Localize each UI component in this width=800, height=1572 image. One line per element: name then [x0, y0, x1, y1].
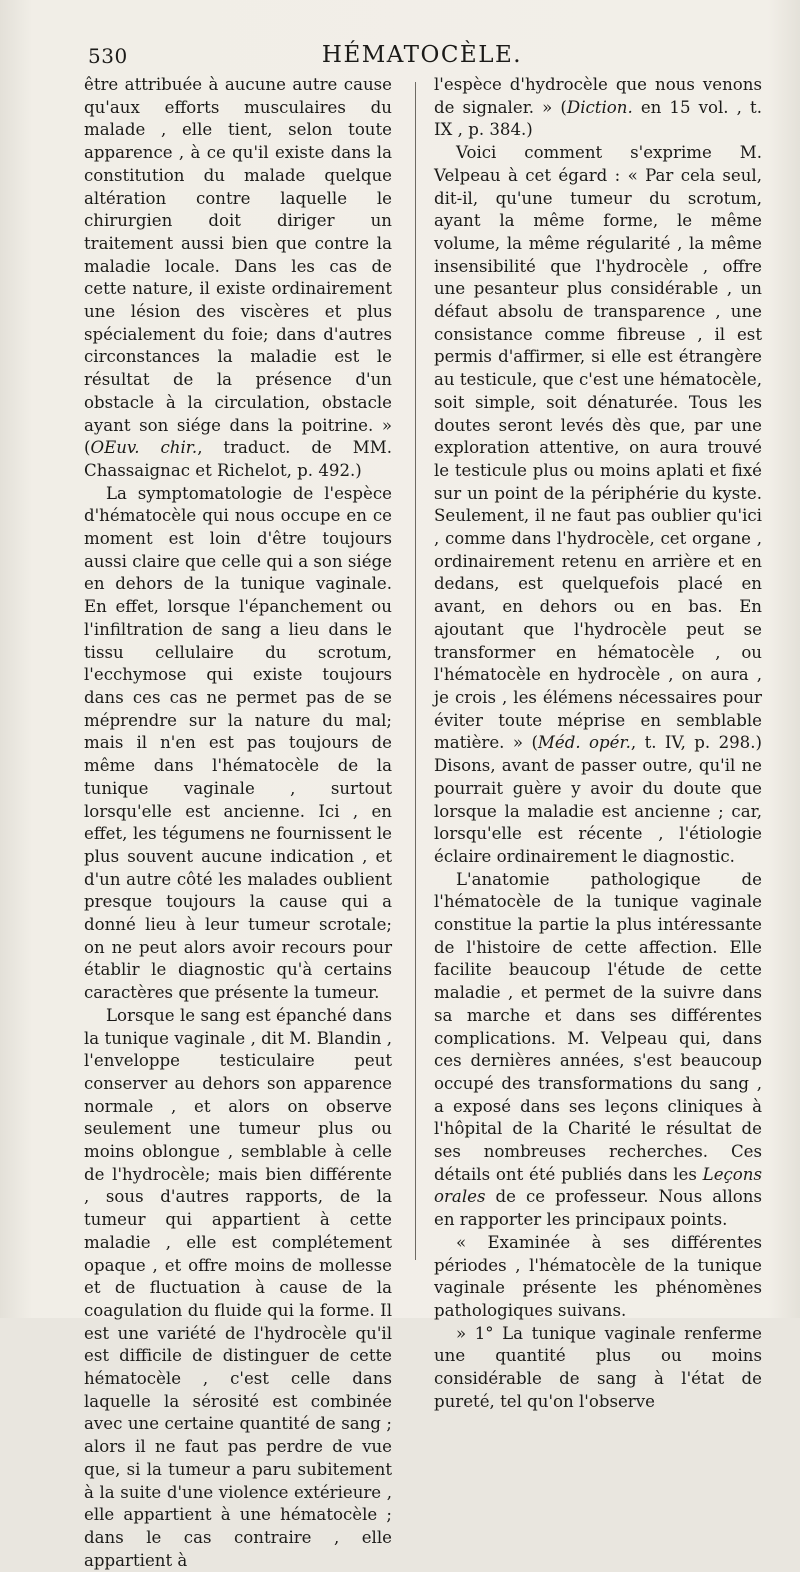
text-run: l'espèce d'hydrocèle que nous venons de signaler. » (	[434, 75, 762, 117]
text-run: Lorsque le sang est épanché dans la tunique vaginale , dit M. Blandin , l'enveloppe testiculaire peut conserver au dehors son apparence normale , et alors on observe seulement une tumeur plus ou moins oblongue , semblable à celle de l'hydrocèle; mais bien différente , sous d'autres rapports, de la tumeur qui appartient à cette maladie , elle est complétement opaque , et offre moins de mollesse et de fluctuation à cause de la coagulation du fluide qui la forme. Il est une variété de l'hydrocèle qu'il est difficile de distinguer de cette hématocèle , c'est celle dans laquelle la sérosité est combinée avec une certaine quantité de sang ; alors il ne faut pas perdre de vue que, si la tumeur a paru subitement à la suite d'une violence extérieure , elle appartient à une hématocèle ; dans le cas contraire , elle appartient à	[84, 1005, 392, 1570]
italic-citation: Diction.	[566, 97, 633, 117]
italic-citation: Leçons orales	[434, 1164, 762, 1207]
text-run: Voici comment s'exprime M. Velpeau à cet égard : « Par cela seul, dit-il, qu'une tumeur du scrotum, ayant la même forme, le même volume, la même régularité , la même insensibilité que l'hydrocèle , offre une pesanteur plus considérable , un défaut absolu de transparence , une consistance comme fibreuse , il est permis d'affirmer, si elle est étrangère au testicule, que c'est une hématocèle, soit simple, soit dénaturée. Tous les doutes seront levés dès que, par une exploration attentive, on aura trouvé le testicule plus ou moins aplati et fixé sur un point de la périphérie du kyste. Seulement, il ne faut pas oublier qu'ici , comme dans l'hydrocèle, cet organe , ordinairement retenu en arrière et en dedans, est quelquefois placé en avant, en dehors ou en bas. En ajoutant que l'hydrocèle peut se transformer en hématocèle , ou l'hématocèle en hydrocèle , on aura , je crois , les élémens nécessaires pour éviter toute méprise en semblable matière. » (	[434, 143, 762, 753]
text-run: » 1° La tunique vaginale renferme une quantité plus ou moins considérable de sang à l'état de pureté, tel qu'on l'observe	[434, 1323, 762, 1411]
paragraph	[84, 1005, 392, 1572]
text-run: L'anatomie pathologique de l'hématocèle de la tunique vaginale constitue la partie la plus intéressante de l'histoire de cette affection. Elle facilite beaucoup l'étude de cette maladie , et permet de la suivre dans sa marche et dans ses différentes complications. M. Velpeau qui, dans ces dernières années, s'est beaucoup occupé des transformations du sang , a exposé dans ses leçons cliniques à l'hôpital de la Charité le résultat de ses nombreuses recherches. Ces détails ont été publiés dans les	[434, 869, 762, 1184]
text-run: , t. IV, p. 298.) Disons, avant de passer outre, qu'il ne pourrait guère y avoir du doute que lorsque la maladie est ancienne ; car, lorsqu'elle est récente , l'étiologie éclaire ordinairement le diagnostic.	[434, 733, 762, 866]
text-run: « Examinée à ses différentes périodes , l'hématocèle de la tunique vaginale présente les phénomènes pathologiques suivans.	[434, 1232, 762, 1320]
italic-citation: OEuv. chir.	[90, 438, 198, 458]
paragraph	[84, 74, 392, 483]
page-header	[82, 40, 762, 70]
page-number: 530	[88, 44, 128, 68]
left-column	[84, 74, 392, 1572]
column-divider	[415, 82, 416, 1260]
running-title: HÉMATOCÈLE.	[321, 42, 523, 68]
paragraph	[434, 74, 762, 142]
text-run: être attribuée à aucune autre cause qu'aux efforts musculaires du malade , elle tient, selon toute apparence , à ce qu'il existe dans la constitution du malade quelque altération contre laquelle le chirurgien doit diriger un traitement aussi bien que contre la maladie locale. Dans les cas de cette nature, il existe ordinairement une lésion des viscères et plus spécialement du foie; dans d'autres circonstances la maladie est le résultat de la présence d'un obstacle à la circulation, obstacle ayant son siége dans la poitrine. » (	[84, 75, 392, 458]
text-run: La symptomatologie de l'espèce d'hématocèle qui nous occupe en ce moment est loin d'être toujours aussi claire que celle qui a son siége en dehors de la tunique vaginale. En effet, lorsque l'épanchement ou l'infiltration de sang a lieu dans le tissu cellulaire du scrotum, l'ecchymose qui existe toujours dans ces cas ne permet pas de se méprendre sur la nature du mal; mais il n'en est pas toujours de même dans l'hématocèle de la tunique vaginale , surtout lorsqu'elle est ancienne. Ici , en effet, les tégumens ne fournissent le plus souvent aucune indication , et d'un autre côté les malades oublient presque toujours la cause qui a donné lieu à leur tumeur scrotale; on ne peut alors avoir recours pour établir le diagnostic qu'à certains caractères que présente la tumeur.	[84, 483, 392, 1003]
paragraph	[84, 483, 392, 1005]
paragraph	[434, 142, 762, 869]
text-run: de ce professeur. Nous allons en rapporter les principaux points.	[434, 1187, 762, 1230]
paragraph	[434, 1232, 762, 1323]
italic-citation: Méd. opér.	[537, 733, 631, 753]
paragraph	[434, 1323, 762, 1414]
text-run: en 15 vol. , t. IX , p. 384.)	[434, 97, 762, 140]
text-columns	[82, 74, 768, 1570]
text-run: , traduct. de MM. Chassaignac et Richelot, p. 492.)	[84, 438, 393, 480]
right-column	[434, 74, 762, 1413]
paragraph	[434, 869, 762, 1232]
